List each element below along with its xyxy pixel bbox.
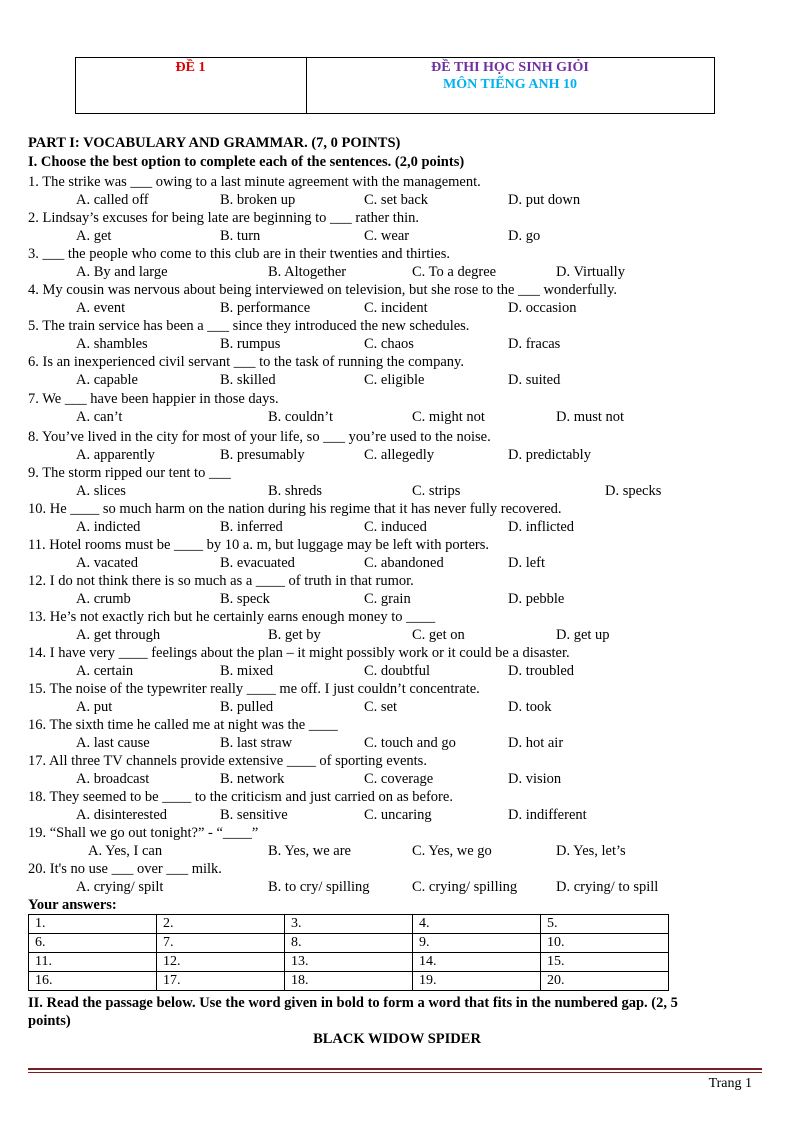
answer-option: C. wear <box>364 228 410 244</box>
question-text: 2. Lindsay’s excuses for being late are beginning to ___ rather thin. <box>28 210 419 226</box>
answer-option: C. coverage <box>364 771 434 787</box>
answer-option: D. troubled <box>508 663 575 679</box>
answer-cell[interactable]: 2. <box>157 915 285 934</box>
answer-option: B. evacuated <box>220 555 295 571</box>
question-text: 17. All three TV channels provide extensive ____ of sporting events. <box>28 753 427 769</box>
answer-option: C. incident <box>364 300 428 316</box>
answer-cell[interactable]: 10. <box>541 934 669 953</box>
answer-cell[interactable]: 7. <box>157 934 285 953</box>
question-text: 10. He ____ so much harm on the nation during his regime that it has never fully recovered. <box>28 501 562 517</box>
answer-option: D. get up <box>556 627 610 643</box>
answer-option: D. pebble <box>508 591 565 607</box>
answer-cell[interactable]: 20. <box>541 972 669 991</box>
answer-option: B. rumpus <box>220 336 281 352</box>
answer-row <box>29 972 669 991</box>
answer-option: C. grain <box>364 591 411 607</box>
answer-cell[interactable]: 12. <box>157 953 285 972</box>
answer-cell[interactable]: 11. <box>29 953 157 972</box>
question-text: 3. ___ the people who come to this club are in their twenties and thirties. <box>28 246 451 262</box>
answers-label: Your answers: <box>28 897 117 913</box>
passage-title: BLACK WIDOW SPIDER <box>313 1031 481 1047</box>
question-text: 20. It's no use ___ over ___ milk. <box>28 861 222 877</box>
question-text: 15. The noise of the typewriter really ____ me off. I just couldn’t concentrate. <box>28 681 480 697</box>
answer-option: B. Yes, we are <box>268 843 351 859</box>
answer-cell[interactable]: 8. <box>285 934 413 953</box>
answer-cell[interactable]: 1. <box>29 915 157 934</box>
answer-option: C. induced <box>364 519 427 535</box>
answer-option: A. last cause <box>76 735 150 751</box>
answer-option: B. network <box>220 771 285 787</box>
answer-option: A. disinterested <box>76 807 168 823</box>
answer-option: B. pulled <box>220 699 274 715</box>
answer-option: D. go <box>508 228 541 244</box>
answer-option: C. To a degree <box>412 264 497 280</box>
exam-subject: MÔN TIẾNG ANH 10 <box>443 77 577 92</box>
answer-row <box>29 934 669 953</box>
question-text: 19. “Shall we go out tonight?” - “____” <box>28 825 259 841</box>
answer-option: A. Yes, I can <box>88 843 163 859</box>
exam-title: ĐỀ THI HỌC SINH GIỎI <box>431 60 589 75</box>
answer-option: B. get by <box>268 627 321 643</box>
answer-option: C. chaos <box>364 336 414 352</box>
answer-cell[interactable]: 19. <box>413 972 541 991</box>
section2-title: II. Read the passage below. Use the word given in bold to form a word that fits in the numbered gap. (2, 5 <box>28 995 678 1011</box>
answer-cell[interactable]: 16. <box>29 972 157 991</box>
question-text: 5. The train service has been a ___ since they introduced the new schedules. <box>28 318 470 334</box>
answer-cell[interactable]: 15. <box>541 953 669 972</box>
answer-option: D. specks <box>605 483 662 499</box>
answer-option: A. broadcast <box>76 771 150 787</box>
answer-option: D. indifferent <box>508 807 587 823</box>
answer-option: B. inferred <box>220 519 283 535</box>
answer-option: B. performance <box>220 300 311 316</box>
answer-option: A. vacated <box>76 555 138 571</box>
answer-option: C. strips <box>412 483 461 499</box>
answer-option: A. By and large <box>76 264 168 280</box>
answer-option: B. skilled <box>220 372 276 388</box>
answer-option: B. Altogether <box>268 264 347 280</box>
answer-option: C. crying/ spilling <box>412 879 518 895</box>
answer-option: D. occasion <box>508 300 577 316</box>
answer-option: A. called off <box>76 192 149 208</box>
answer-option: B. speck <box>220 591 270 607</box>
answer-option: D. vision <box>508 771 562 787</box>
answer-cell[interactable]: 14. <box>413 953 541 972</box>
answer-option: A. can’t <box>76 409 123 425</box>
answer-cell[interactable]: 17. <box>157 972 285 991</box>
answer-cell[interactable]: 3. <box>285 915 413 934</box>
answer-option: B. shreds <box>268 483 322 499</box>
question-text: 16. The sixth time he called me at night was the ____ <box>28 717 338 733</box>
answer-option: D. took <box>508 699 552 715</box>
answer-option: A. crying/ spilt <box>76 879 164 895</box>
answer-cell[interactable]: 4. <box>413 915 541 934</box>
exam-code: ĐỀ 1 <box>175 60 206 75</box>
answer-option: A. capable <box>76 372 138 388</box>
answer-option: B. mixed <box>220 663 274 679</box>
section2-title-cont: points) <box>28 1013 71 1029</box>
section1-title: I. Choose the best option to complete each of the sentences. (2,0 points) <box>28 154 465 170</box>
answer-cell[interactable]: 9. <box>413 934 541 953</box>
answer-option: A. event <box>76 300 126 316</box>
answer-option: C. Yes, we go <box>412 843 492 859</box>
question-text: 7. We ___ have been happier in those days. <box>28 391 279 407</box>
answer-option: A. slices <box>76 483 126 499</box>
question-text: 18. They seemed to be ____ to the criticism and just carried on as before. <box>28 789 453 805</box>
question-text: 13. He’s not exactly rich but he certainly earns enough money to ____ <box>28 609 436 625</box>
answer-option: D. put down <box>508 192 581 208</box>
footer-rule <box>28 1068 762 1070</box>
question-text: 9. The storm ripped our tent to ___ <box>28 465 231 481</box>
answer-option: C. set back <box>364 192 429 208</box>
answer-cell[interactable]: 18. <box>285 972 413 991</box>
answer-option: A. apparently <box>76 447 155 463</box>
answer-option: A. get <box>76 228 112 244</box>
answer-option: C. get on <box>412 627 465 643</box>
answer-option: D. hot air <box>508 735 564 751</box>
answer-row <box>29 915 669 934</box>
answer-option: A. certain <box>76 663 134 679</box>
answer-table <box>28 914 669 991</box>
answer-option: A. crumb <box>76 591 131 607</box>
answer-cell[interactable]: 13. <box>285 953 413 972</box>
footer-rule-thin <box>28 1072 762 1073</box>
answer-option: B. couldn’t <box>268 409 333 425</box>
answer-option: D. left <box>508 555 546 571</box>
answer-option: A. shambles <box>76 336 148 352</box>
answer-option: C. doubtful <box>364 663 431 679</box>
answer-option: A. put <box>76 699 113 715</box>
question-text: 4. My cousin was nervous about being interviewed on television, but she rose to the ___ wonderfully. <box>28 282 618 298</box>
answer-cell[interactable]: 5. <box>541 915 669 934</box>
part1-title: PART I: VOCABULARY AND GRAMMAR. (7, 0 POINTS) <box>28 135 401 151</box>
question-text: 12. I do not think there is so much as a ____ of truth in that rumor. <box>28 573 414 589</box>
answer-option: D. Yes, let’s <box>556 843 626 859</box>
answer-option: B. broken up <box>220 192 296 208</box>
answer-option: D. inflicted <box>508 519 575 535</box>
answer-option: B. presumably <box>220 447 305 463</box>
answer-option: B. last straw <box>220 735 293 751</box>
answer-option: C. uncaring <box>364 807 432 823</box>
answer-option: D. predictably <box>508 447 591 463</box>
page-number: Trang 1 <box>708 1076 752 1091</box>
answer-option: C. abandoned <box>364 555 444 571</box>
question-text: 14. I have very ____ feelings about the plan – it might possibly work or it could be a disaster. <box>28 645 570 661</box>
answer-row <box>29 953 669 972</box>
answer-option: C. set <box>364 699 398 715</box>
question-text: 6. Is an inexperienced civil servant ___ to the task of running the company. <box>28 354 464 370</box>
question-text: 8. You’ve lived in the city for most of your life, so ___ you’re used to the noise. <box>28 429 491 445</box>
answer-option: D. crying/ to spill <box>556 879 659 895</box>
answer-option: C. might not <box>412 409 485 425</box>
answer-option: C. touch and go <box>364 735 456 751</box>
question-text: 1. The strike was ___ owing to a last minute agreement with the management. <box>28 174 481 190</box>
answer-option: B. turn <box>220 228 261 244</box>
answer-option: D. suited <box>508 372 561 388</box>
answer-option: C. allegedly <box>364 447 435 463</box>
answer-option: A. indicted <box>76 519 141 535</box>
question-text: 11. Hotel rooms must be ____ by 10 a. m, but luggage may be left with porters. <box>28 537 489 553</box>
answer-cell[interactable]: 6. <box>29 934 157 953</box>
answer-option: D. Virtually <box>556 264 625 280</box>
answer-option: C. eligible <box>364 372 425 388</box>
answer-option: D. must not <box>556 409 625 425</box>
answer-option: A. get through <box>76 627 161 643</box>
answer-option: B. to cry/ spilling <box>268 879 370 895</box>
answer-option: D. fracas <box>508 336 561 352</box>
answer-option: B. sensitive <box>220 807 288 823</box>
